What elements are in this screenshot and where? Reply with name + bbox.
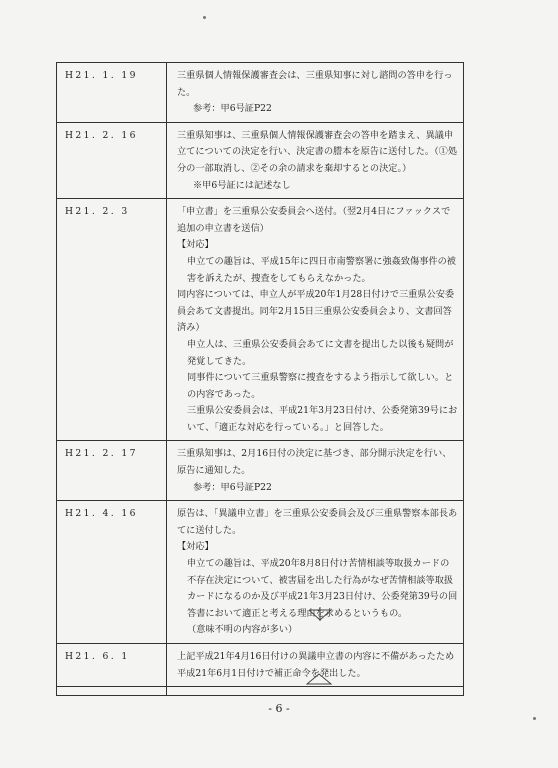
- chronology-row: [57, 644, 464, 687]
- description-text: 三重県知事は、2月16日付の決定に基づき、部分開示決定を行い、原告に通知した。: [177, 448, 452, 477]
- row-date: H21. 2. 3: [57, 199, 167, 441]
- description-text: 「申立書」を三重県公安委員会へ送付。（翌2月4日にファックスで追加の申立書を送信）: [177, 206, 451, 234]
- reference-note: 参考：甲6号証P22: [193, 103, 272, 115]
- row-description: [167, 501, 464, 644]
- scan-speck: [203, 16, 206, 19]
- row-description: [167, 122, 464, 198]
- table-continuation-row: [57, 687, 464, 696]
- row-date: H21. 2. 17: [57, 441, 167, 501]
- chronology-rows: [57, 63, 464, 696]
- chronology-table: [56, 62, 464, 696]
- description-text: 同事件について三重県警察に捜査をするよう指示して欲しい。との内容であった。: [187, 372, 454, 400]
- response-heading: 【対応】: [177, 541, 214, 553]
- row-description: [167, 63, 464, 123]
- scan-speck: [533, 717, 536, 720]
- empty-cell: [57, 687, 167, 696]
- description-text: 三重県個人情報保護審査会は、三重県知事に対し諮問の答申を行った。: [177, 70, 453, 98]
- row-date: H21. 2. 16: [57, 122, 167, 198]
- description-text: 申立ての趣旨は、平成15年に四日市南警察署に強姦致傷事件の被害を訴えたが、捜査をしてもらえなかった。: [187, 255, 456, 284]
- page-number: - 6 -: [268, 702, 290, 715]
- row-date: H21. 6. 1: [57, 644, 167, 687]
- description-text: 原告は、「異議申立書」を三重県公安委員会及び三重県警察本部長あてに送付した。: [177, 508, 458, 536]
- chronology-row: [57, 122, 464, 198]
- description-text: 同内容については、申立人が平成20年1月28日付けで三重県公安委員会あて文書提出。同年2月15日三重県公安委員会より、文書回答済み）: [177, 289, 455, 334]
- row-date: H21. 1. 19: [57, 63, 167, 123]
- row-description: [167, 199, 464, 441]
- continuation-arrow-icon: [305, 606, 335, 622]
- chronology-row: [57, 441, 464, 501]
- row-description: [167, 441, 464, 501]
- reference-note: 参考：甲6号証P22: [193, 481, 272, 493]
- response-heading: 【対応】: [177, 239, 214, 251]
- chronology-row: [57, 501, 464, 644]
- description-text: 申立人は、三重県公安委員会あてに文書を提出した以後も疑問が発覚してきた。: [187, 338, 454, 367]
- description-text: 三重県知事は、三重県個人情報保護審査会の答申を踏まえ、異議申立てについての決定を行い、決定書の謄本を原告に送付した。（①処分の一部取消し、②その余の請求を棄却するとの決定。）: [177, 129, 458, 174]
- chronology-row: [57, 199, 464, 441]
- description-text: 上記平成21年4月16日付けの異議申立書の内容に不備があったため平成21年6月1日付けで補正命令を発出した。: [177, 651, 455, 679]
- description-text: 申立ての趣旨は、平成20年8月8日付け苦情相談等取扱カードの不存在決定について、被害届を出した行為がなぜ苦情相談等取扱カードになるのか及び平成21年3月23日付け、公委発第39号の回答書において適正と考える理由を求めるというもの。: [187, 558, 458, 619]
- description-text: 三重県公安委員会は、平成21年3月23日付け、公委発第39号において、「適正な対応を行っている。」と回答した。: [187, 405, 458, 433]
- chronology-row: [57, 63, 464, 123]
- reference-note: ※甲6号証には記述なし: [193, 179, 291, 191]
- description-text: （意味不明の内容が多い）: [187, 624, 298, 636]
- up-arrow-icon: [304, 672, 334, 686]
- row-date: H21. 4. 16: [57, 501, 167, 644]
- empty-cell: [167, 687, 464, 696]
